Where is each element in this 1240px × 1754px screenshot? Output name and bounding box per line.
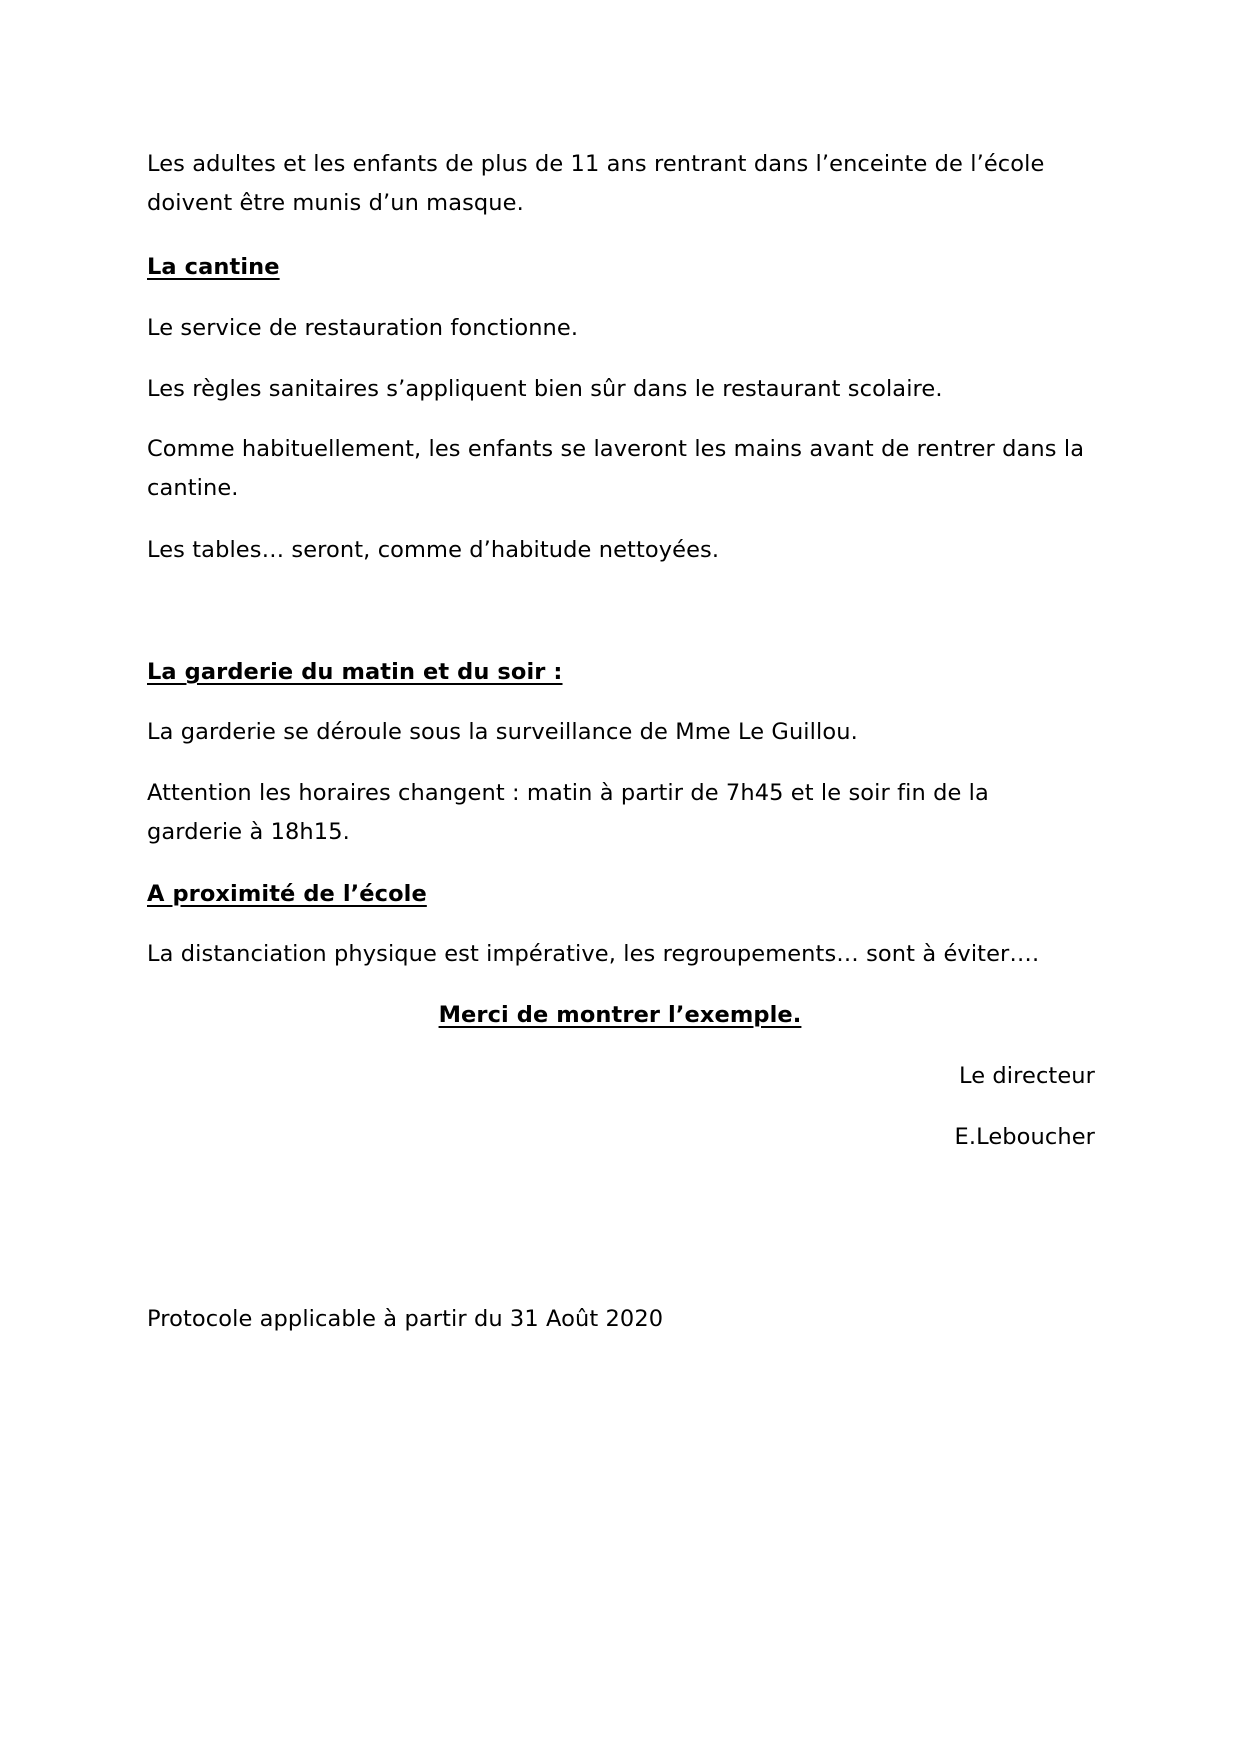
masks-line-2: doivent être munis d’un masque. [147, 190, 524, 216]
protocol-date-line: Protocole applicable à partir du 31 Août 2020 [147, 1306, 664, 1332]
signature-name: E.Leboucher [954, 1124, 1095, 1150]
cantine-heading: La cantine [147, 254, 280, 280]
thanks-heading: Merci de montrer l’exemple. [438, 1002, 802, 1028]
garderie-paragraph-1: La garderie se déroule sous la surveillance de Mme Le Guillou. [147, 719, 858, 745]
proximite-paragraph-1: La distanciation physique est impérative, les regroupements… sont à éviter…. [147, 941, 1040, 967]
cantine-paragraph-3-line-1: Comme habituellement, les enfants se laveront les mains avant de rentrer dans la [147, 436, 1085, 462]
cantine-paragraph-3-line-2: cantine. [147, 475, 239, 501]
cantine-paragraph-2: Les règles sanitaires s’appliquent bien sûr dans le restaurant scolaire. [147, 376, 943, 402]
garderie-paragraph-2-line-2: garderie à 18h15. [147, 819, 350, 845]
cantine-paragraph-4: Les tables… seront, comme d’habitude nettoyées. [147, 537, 720, 563]
garderie-heading: La garderie du matin et du soir : [147, 659, 563, 685]
cantine-paragraph-1: Le service de restauration fonctionne. [147, 315, 579, 341]
garderie-paragraph-2-line-1: Attention les horaires changent : matin à partir de 7h45 et le soir fin de la [147, 780, 989, 806]
proximite-heading: A proximité de l’école [147, 881, 427, 907]
masks-line-1: Les adultes et les enfants de plus de 11 ans rentrant dans l’enceinte de l’école [147, 151, 1045, 177]
signature-role: Le directeur [958, 1063, 1095, 1089]
